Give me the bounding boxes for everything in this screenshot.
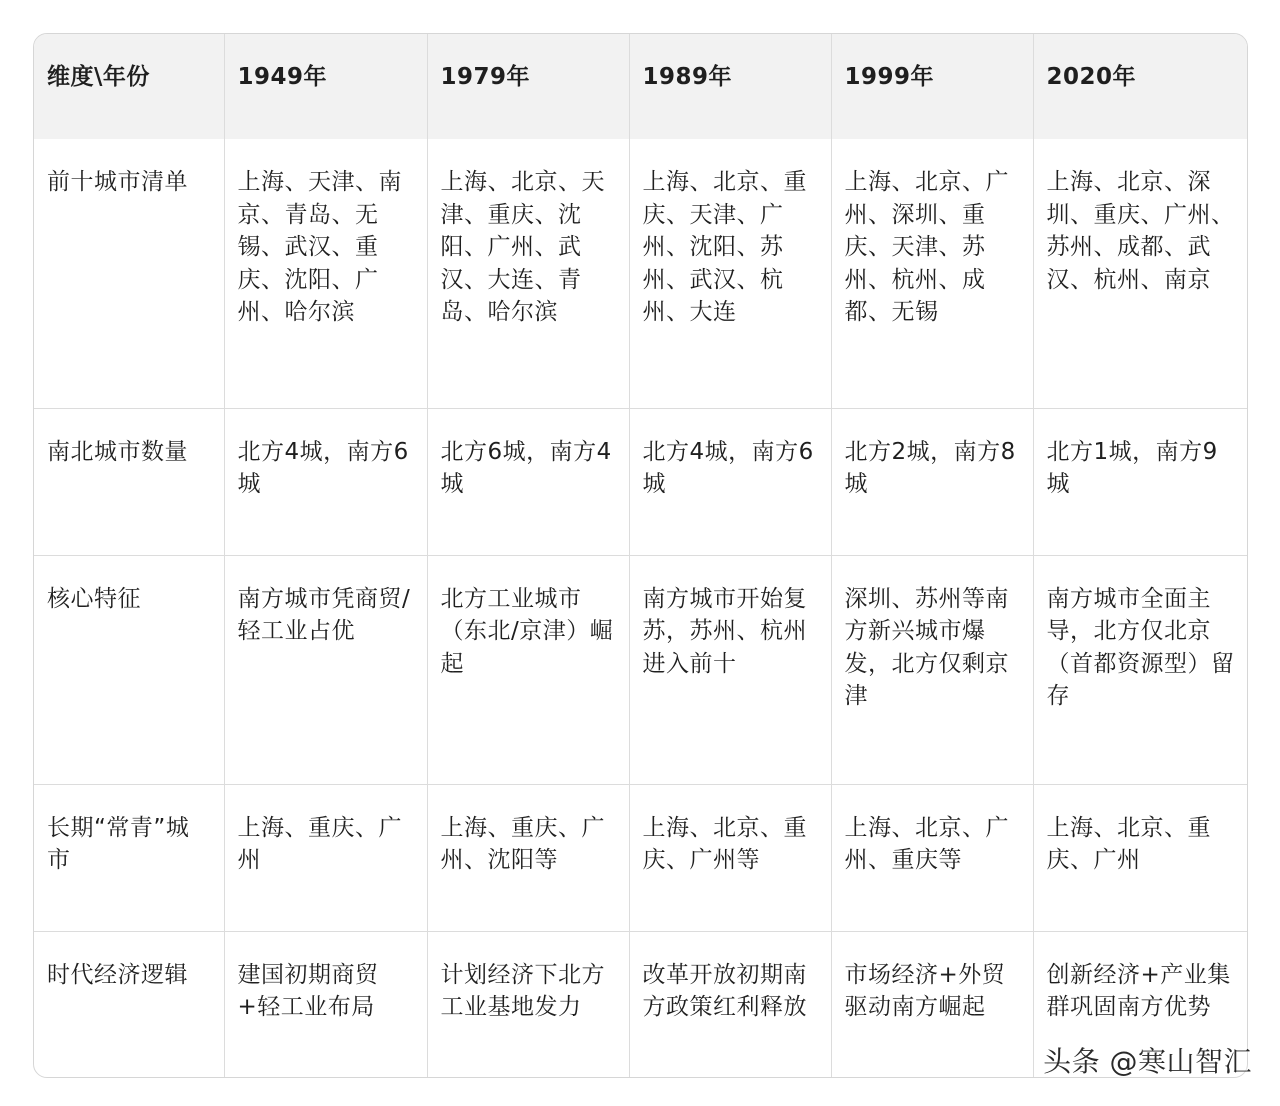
table-cell: 南方城市凭商贸/轻工业占优: [224, 555, 427, 784]
table-cell: 北方工业城市（东北/京津）崛起: [427, 555, 629, 784]
row-label: 南北城市数量: [34, 408, 224, 555]
table-cell: 北方1城，南方9城: [1033, 408, 1247, 555]
table-cell: 上海、北京、广州、重庆等: [831, 784, 1033, 931]
table-cell: 上海、天津、南京、青岛、无锡、武汉、重庆、沈阳、广州、哈尔滨: [224, 139, 427, 408]
comparison-table: [34, 34, 1247, 1077]
table-cell: 北方6城，南方4城: [427, 408, 629, 555]
comparison-table-container: [33, 33, 1248, 1078]
header-year-2020: 2020年: [1033, 34, 1247, 139]
table-cell: 深圳、苏州等南方新兴城市爆发，北方仅剩京津: [831, 555, 1033, 784]
table-cell: 创新经济+产业集群巩固南方优势: [1046, 961, 1231, 1020]
table-row-evergreen-cities: [34, 784, 1247, 931]
table-cell: 上海、北京、广州、深圳、重庆、天津、苏州、杭州、成都、无锡: [831, 139, 1033, 408]
header-year-1949: 1949年: [224, 34, 427, 139]
table-header-row: [34, 34, 1247, 139]
header-year-1979: 1979年: [427, 34, 629, 139]
table-row-core-features: [34, 555, 1247, 784]
table-cell: 上海、重庆、广州: [224, 784, 427, 931]
row-label: 核心特征: [34, 555, 224, 784]
row-label: 时代经济逻辑: [34, 931, 224, 1077]
table-cell: 上海、北京、重庆、广州等: [629, 784, 831, 931]
row-label: 长期“常青”城市: [34, 784, 224, 931]
table-cell: 上海、北京、重庆、广州: [1033, 784, 1247, 931]
table-row-north-south-count: [34, 408, 1247, 555]
table-cell: 计划经济下北方工业基地发力: [427, 931, 629, 1077]
table-cell: 建国初期商贸+轻工业布局: [224, 931, 427, 1077]
table-cell: 上海、北京、深圳、重庆、广州、苏州、成都、武汉、杭州、南京: [1033, 139, 1247, 408]
header-dimension-year: 维度\年份: [34, 34, 224, 139]
table-cell: 市场经济+外贸驱动南方崛起: [831, 931, 1033, 1077]
table-cell: 北方4城，南方6城: [224, 408, 427, 555]
table-row-top-ten-cities: [34, 139, 1247, 408]
watermark: 头条 @寒山智汇: [1043, 1045, 1252, 1078]
table-cell: 北方4城，南方6城: [629, 408, 831, 555]
row-label: 前十城市清单: [34, 139, 224, 408]
table-cell: 上海、北京、重庆、天津、广州、沈阳、苏州、武汉、杭州、大连: [629, 139, 831, 408]
table-cell: 北方2城，南方8城: [831, 408, 1033, 555]
table-cell: 改革开放初期南方政策红利释放: [629, 931, 831, 1077]
table-cell: 南方城市开始复苏，苏州、杭州进入前十: [629, 555, 831, 784]
table-cell: 上海、重庆、广州、沈阳等: [427, 784, 629, 931]
header-year-1989: 1989年: [629, 34, 831, 139]
table-cell: 上海、北京、天津、重庆、沈阳、广州、武汉、大连、青岛、哈尔滨: [427, 139, 629, 408]
table-cell: 南方城市全面主导，北方仅北京（首都资源型）留存: [1033, 555, 1247, 784]
header-year-1999: 1999年: [831, 34, 1033, 139]
